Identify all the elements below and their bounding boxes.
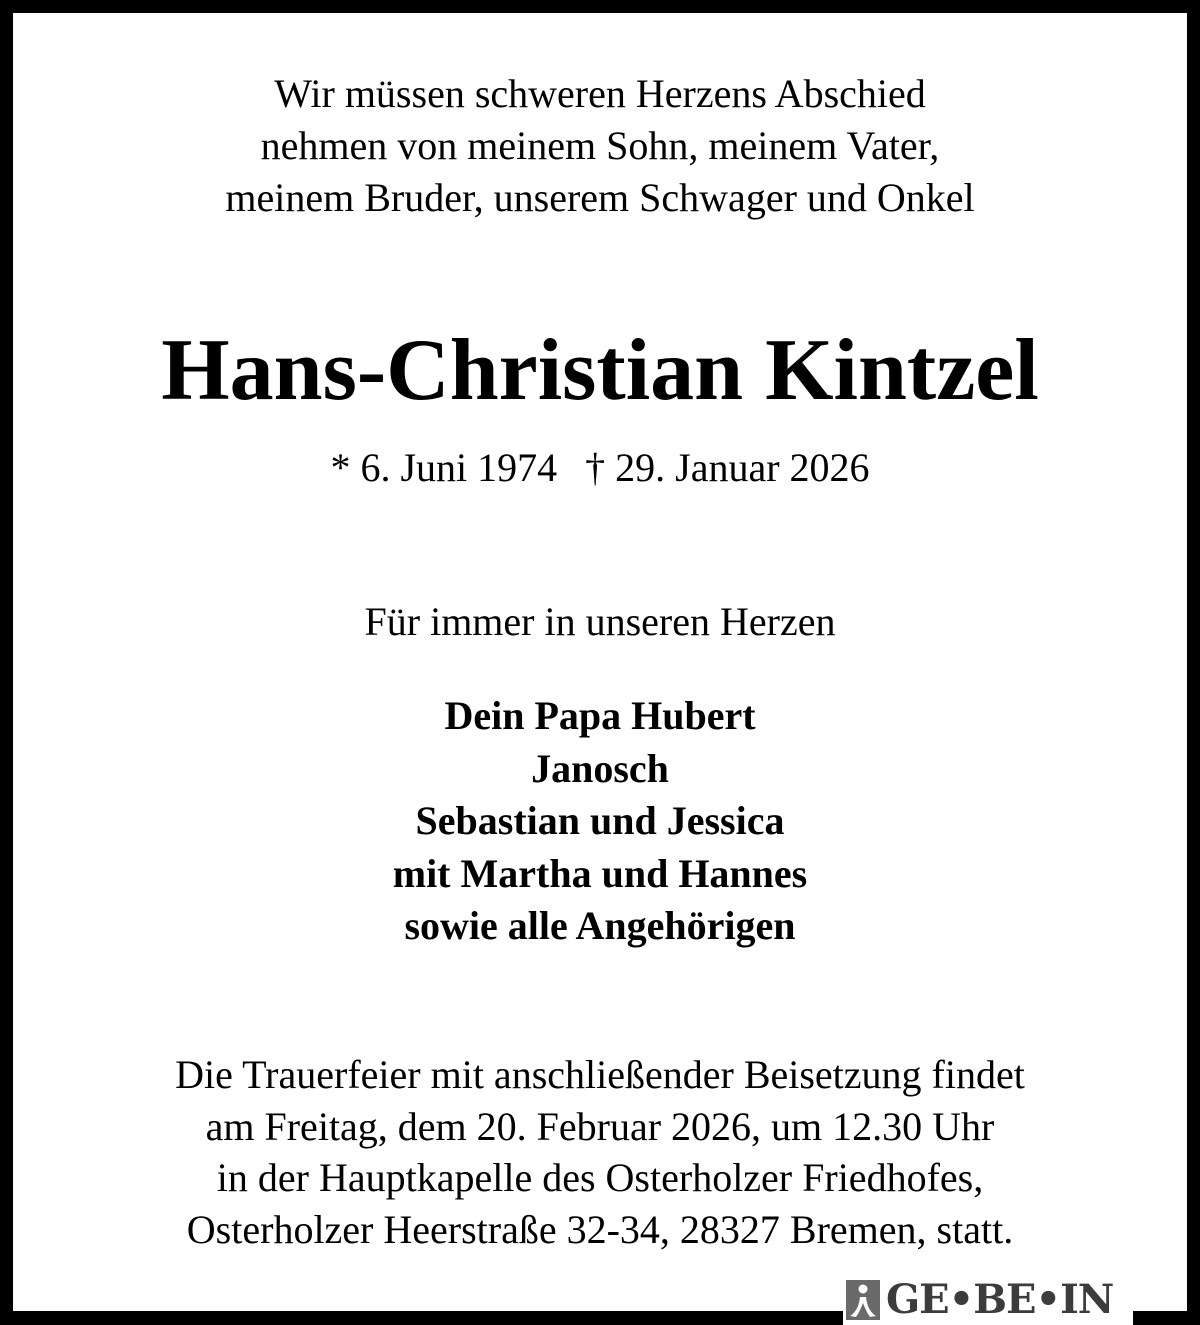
intro-text bbox=[13, 68, 1187, 224]
signer: mit Martha und Hannes bbox=[392, 850, 808, 896]
birth-date: * 6. Juni 1974 bbox=[330, 445, 558, 490]
service-line: Osterholzer Heerstraße 32-34, 28327 Bremen, statt. bbox=[186, 1206, 1014, 1252]
service-line: in der Hauptkapelle des Osterholzer Friedhofes, bbox=[216, 1155, 984, 1200]
intro-line: Wir müssen schweren Herzens Abschied bbox=[274, 71, 926, 116]
intro-line: nehmen von meinem Sohn, meinem Vater, bbox=[260, 123, 940, 168]
intro-line: meinem Bruder, unserem Schwager und Onkel bbox=[225, 175, 975, 220]
gebein-figure-icon bbox=[846, 1280, 880, 1320]
death-date: † 29. Januar 2026 bbox=[585, 445, 870, 490]
signer: sowie alle Angehörigen bbox=[404, 903, 796, 948]
gebein-logo bbox=[846, 1276, 1113, 1324]
deceased-name: Hans-Christian Kintzel bbox=[161, 322, 1039, 419]
signer: Janosch bbox=[531, 745, 669, 791]
life-dates bbox=[13, 442, 1187, 494]
frame-border-bottom-left bbox=[0, 1311, 843, 1325]
service-line: am Freitag, dem 20. Februar 2026, um 12.30 Uhr bbox=[205, 1103, 995, 1149]
signers-list bbox=[13, 690, 1187, 953]
frame-border-top bbox=[0, 0, 1200, 13]
gebein-logo-text: GE•BE•IN bbox=[886, 1276, 1114, 1323]
service-line: Die Trauerfeier mit anschließender Beisetzung findet bbox=[175, 1052, 1025, 1097]
signer: Sebastian und Jessica bbox=[415, 798, 785, 843]
funeral-service-info bbox=[13, 1049, 1187, 1255]
frame-border-right bbox=[1187, 0, 1200, 1325]
frame-border-left bbox=[0, 0, 13, 1325]
frame-border-bottom-right bbox=[1133, 1311, 1200, 1325]
signer: Dein Papa Hubert bbox=[444, 693, 756, 738]
memorial-motto: Für immer in unseren Herzen bbox=[364, 599, 836, 644]
